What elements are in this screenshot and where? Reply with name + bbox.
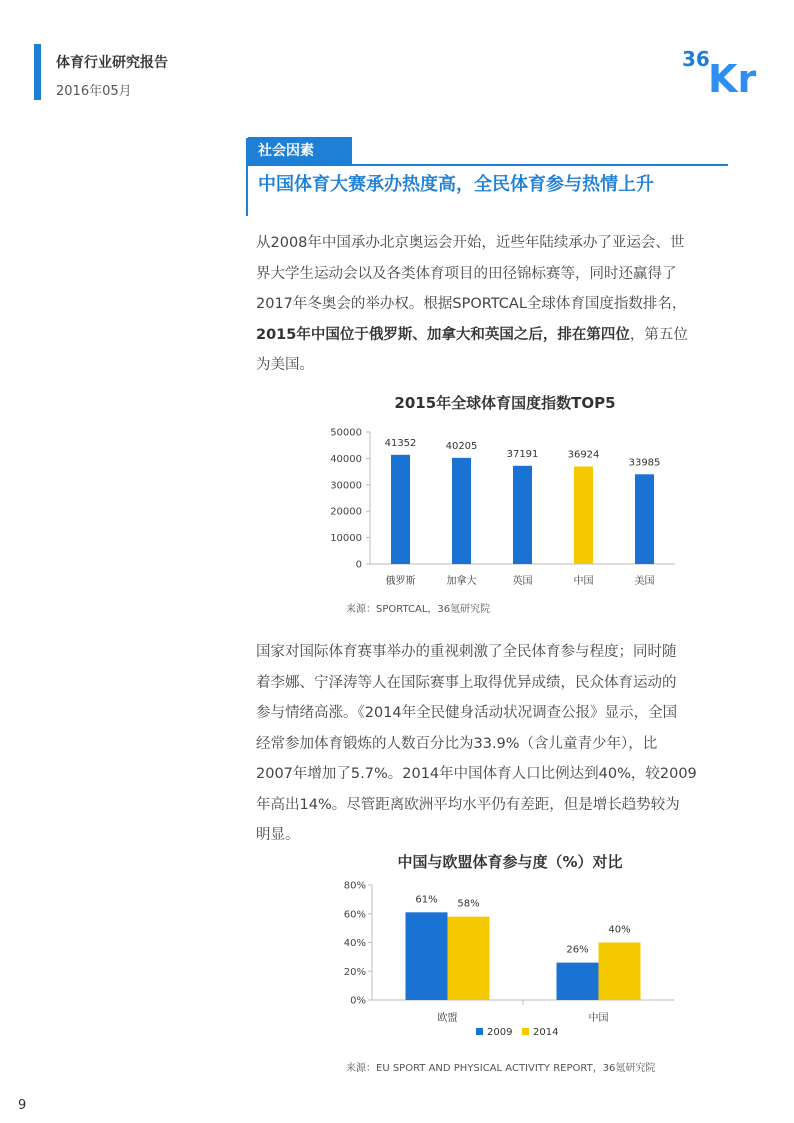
paragraph-line: 为美国。 — [256, 357, 314, 373]
chart-2-source: 来源：EU SPORT AND PHYSICAL ACTIVITY REPORT，36氪研究院 — [346, 1063, 656, 1074]
bar — [406, 912, 448, 1000]
paragraph-line — [256, 320, 732, 351]
x-tick-label: 俄罗斯 — [385, 576, 416, 587]
data-label: 61% — [415, 894, 438, 906]
paragraph-line: 参与情绪高涨。《2014年全民健身活动状况调查公报》显示，全国 — [256, 705, 678, 721]
paragraph-1 — [256, 228, 732, 381]
y-tick-label: 20000 — [330, 506, 362, 518]
paragraph-text: ，第五位 — [629, 326, 688, 343]
y-tick-label: 0% — [350, 995, 366, 1007]
y-tick-label: 30000 — [330, 480, 362, 492]
page-number: 9 — [18, 1098, 27, 1113]
bar — [391, 455, 410, 564]
x-tick-label: 中国 — [573, 576, 594, 587]
x-tick-label: 中国 — [588, 1013, 609, 1024]
legend-swatch — [522, 1028, 529, 1035]
chart-1-sport-nation-index — [320, 420, 690, 596]
bar — [557, 963, 599, 1000]
report-date: 2016年05月 — [56, 84, 132, 99]
data-label: 26% — [566, 944, 589, 956]
legend-label: 2014 — [533, 1027, 559, 1038]
bar — [448, 917, 490, 1000]
logo-text-top: 36 — [682, 47, 710, 71]
bold-highlight: 2015年中国位于俄罗斯、加拿大和英国之后，排在第四位 — [256, 326, 630, 343]
y-tick-label: 0 — [355, 559, 362, 571]
y-tick-label: 40% — [343, 938, 366, 949]
y-tick-label: 20% — [343, 966, 366, 978]
paragraph-line: 明显。 — [256, 827, 300, 843]
paragraph-line: 2007年增加了5.7%。2014年中国体育人口比例达到40%，较2009 — [256, 766, 697, 782]
y-tick-label: 40000 — [330, 453, 362, 465]
section-rule — [248, 164, 728, 166]
data-label: 58% — [457, 898, 480, 910]
data-label: 40% — [608, 924, 631, 936]
x-tick-label: 欧盟 — [437, 1013, 458, 1024]
paragraph-line: 界大学生运动会以及各类体育项目的田径锦标赛等，同时还赢得了 — [256, 265, 677, 282]
chart-1-title: 2015年全球体育国度指数TOP5 — [394, 394, 616, 412]
data-label: 36924 — [567, 449, 600, 461]
data-label: 37191 — [506, 448, 539, 460]
y-tick-label: 10000 — [330, 533, 362, 545]
chart-2-participation-comparison — [330, 876, 690, 1046]
brand-logo — [682, 44, 772, 96]
paragraph-line: 经常参加体育锻炼的人数百分比为33.9%（含儿童青少年），比 — [256, 735, 658, 752]
paragraph-line: 着李娜、宁泽涛等人在国际赛事上取得优异成绩，民众体育运动的 — [256, 674, 677, 691]
bar — [513, 466, 532, 564]
bar — [452, 458, 471, 564]
bar — [574, 467, 593, 564]
x-tick-label: 英国 — [512, 576, 533, 587]
bar — [635, 474, 654, 564]
section-headline: 中国体育大赛承办热度高，全民体育参与热情上升 — [258, 174, 654, 195]
y-tick-label: 80% — [343, 880, 366, 892]
paragraph-line: 从2008年中国承办北京奥运会开始，近些年陆续承办了亚运会、世 — [256, 235, 685, 251]
data-label: 33985 — [628, 457, 661, 469]
y-tick-label: 60% — [343, 909, 366, 921]
x-tick-label: 加拿大 — [446, 576, 477, 587]
legend-swatch — [476, 1028, 483, 1035]
legend-label: 2009 — [487, 1027, 513, 1038]
chart-1-source: 来源：SPORTCAL，36氪研究院 — [346, 604, 491, 615]
section-tag: 社会因素 — [248, 137, 352, 165]
y-tick-label: 50000 — [330, 427, 362, 439]
data-label: 40205 — [445, 440, 478, 452]
bar — [599, 943, 641, 1001]
data-label: 41352 — [384, 437, 417, 449]
logo-text-main: Kr — [708, 57, 757, 96]
report-title: 体育行业研究报告 — [56, 55, 168, 71]
paragraph-line: 年高出14%。尽管距离欧洲平均水平仍有差距，但是增长趋势较为 — [256, 796, 680, 813]
x-tick-label: 美国 — [634, 576, 655, 587]
paragraph-line: 2017年冬奥会的举办权。根据SPORTCAL全球体育国度指数排名， — [256, 296, 687, 312]
chart-2-title: 中国与欧盟体育参与度（%）对比 — [397, 853, 623, 871]
paragraph-line: 国家对国际体育赛事举办的重视刺激了全民体育参与程度；同时随 — [256, 644, 677, 660]
paragraph-2 — [256, 637, 732, 851]
header-accent-bar — [34, 44, 41, 100]
